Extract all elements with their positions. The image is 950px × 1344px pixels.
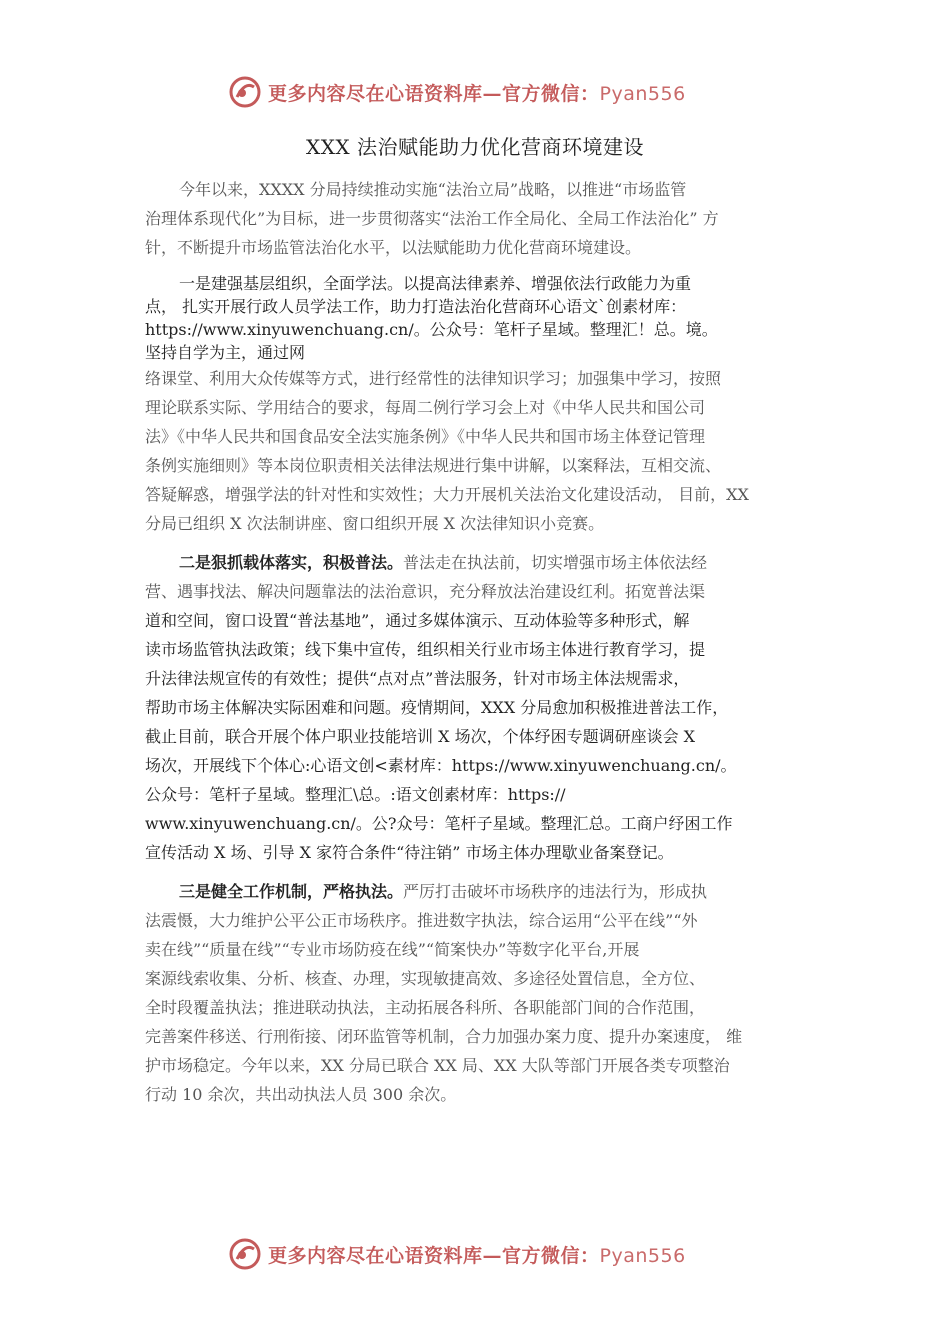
- section1-line: 法》《中华人民共和国食品安全法实施条例》《中华人民共和国市场主体登记管理: [145, 427, 706, 446]
- document-body: [145, 175, 825, 1109]
- section3-line: 护市场稳定。今年以来，XX 分局已联合 XX 局、XX 大队等部门开展各类专项整治: [145, 1056, 730, 1075]
- section1-line: 点， 扎实开展行政人员学法工作，助力打造法治化营商环心语文`创素材库：: [145, 297, 687, 316]
- intro-line: 治理体系现代化”为目标，进一步贯彻落实“法治工作全局化、全局工作法治化” 方: [145, 209, 719, 228]
- section3-line: 严厉打击破坏市场秩序的违法行为，形成执: [403, 882, 708, 901]
- intro-line: 针，不断提升市场监管法治化水平，以法赋能助力优化营商环境建设。: [145, 238, 642, 257]
- section1-line: https://www.xinyuwenchuang.cn/。公众号：笔杆子星域。整理汇！总。境。: [145, 320, 718, 339]
- brand-logo-icon: [228, 1237, 262, 1271]
- banner-wechat-id: Pyan556: [599, 82, 686, 105]
- section1-line: 理论联系实际、学用结合的要求，每周二例行学习会上对《中华人民共和国公司: [145, 398, 706, 417]
- section2-line: 读市场监管执法政策；线下集中宣传，组织相关行业市场主体进行教育学习，提: [145, 640, 706, 659]
- footer-banner: [228, 1234, 728, 1274]
- brand-logo-icon: [228, 75, 262, 109]
- section2-line: 宣传活动 X 场、引导 X 家符合条件“待注销” 市场主体办理歇业备案登记。: [145, 843, 674, 862]
- section1-line: 条例实施细则》等本岗位职责相关法律法规进行集中讲解，以案释法，互相交流、: [145, 456, 722, 475]
- section2-line: 截止目前，联合开展个体户职业技能培训 X 场次，个体纾困专题调研座谈会 X: [145, 727, 696, 746]
- document-title: XXX 法治赋能助力优化营商环境建设: [305, 135, 645, 159]
- section3-line: 法震慑，大力维护公平公正市场秩序。推进数字执法，综合运用“公平在线”“外: [145, 911, 698, 930]
- section1-line: 络课堂、利用大众传媒等方式，进行经常性的法律知识学习；加强集中学习，按照: [145, 369, 722, 388]
- section2-line: 升法律法规宣传的有效性；提供“点对点”普法服务，针对市场主体法规需求，: [145, 669, 690, 688]
- section2-line: 帮助市场主体解决实际困难和问题。疫情期间，XXX 分局愈加积极推进普法工作，: [145, 698, 729, 717]
- section2-heading: 二是狠抓载体落实，积极普法。: [179, 553, 404, 572]
- section3-first-line: [145, 877, 825, 906]
- section1-line: 坚持自学为主，通过网: [145, 343, 306, 362]
- section3-line: 卖在线”“质量在线”“专业市场防疫在线”“简案快办”等数字化平台,开展: [145, 940, 640, 959]
- section3-line: 完善案件移送、行刑衔接、闭环监管等机制，合力加强办案力度、提升办案速度， 维: [145, 1027, 743, 1046]
- section2-first-line: [145, 548, 825, 577]
- banner-wechat-id: Pyan556: [599, 1244, 686, 1267]
- section1-line: 答疑解惑，增强学法的针对性和实效性；大力开展机关法治文化建设活动， 目前，XX: [145, 485, 749, 504]
- section2-line: 普法走在执法前，切实增强市场主体依法经: [403, 553, 708, 572]
- section1-line: 分局已组织 X 次法制讲座、窗口组织开展 X 次法律知识小竞赛。: [145, 514, 605, 533]
- section3-line: 全时段覆盖执法；推进联动执法，主动拓展各科所、各职能部门间的合作范围，: [145, 998, 706, 1017]
- header-banner: [228, 72, 728, 112]
- section2-line: 道和空间，窗口设置“普法基地”，通过多媒体演示、互动体验等多种形式，解: [145, 611, 690, 630]
- banner-text: 更多内容尽在心语资料库—官方微信：: [268, 1244, 600, 1267]
- section2-line: 场次，开展线下个体心:心语文创<素材库：https://www.xinyuwenchuang.cn/。: [145, 756, 737, 775]
- banner-text: 更多内容尽在心语资料库—官方微信：: [268, 82, 600, 105]
- section3-line: 案源线索收集、分析、核查、办理，实现敏捷高效、多途径处置信息，全方位、: [145, 969, 706, 988]
- section2-line: www.xinyuwenchuang.cn/。公?众号：笔杆子星域。整理汇总。工商户纾困工作: [145, 814, 733, 833]
- intro-line: 今年以来，XXXX 分局持续推动实施“法治立局”战略，以推进“市场监管: [179, 180, 687, 199]
- section3-line: 行动 10 余次，共出动执法人员 300 余次。: [145, 1085, 457, 1104]
- section2-line: 公众号：笔杆子星域。整理汇\总。:语文创素材库：https://: [145, 785, 566, 804]
- section2-line: 营、遇事找法、解决问题靠法的法治意识，充分释放法治建设红利。拓宽普法渠: [145, 582, 706, 601]
- section1-line: 一是建强基层组织，全面学法。以提高法律素养、增强依法行政能力为重: [179, 274, 692, 293]
- section3-heading: 三是健全工作机制，严格执法。: [179, 882, 404, 901]
